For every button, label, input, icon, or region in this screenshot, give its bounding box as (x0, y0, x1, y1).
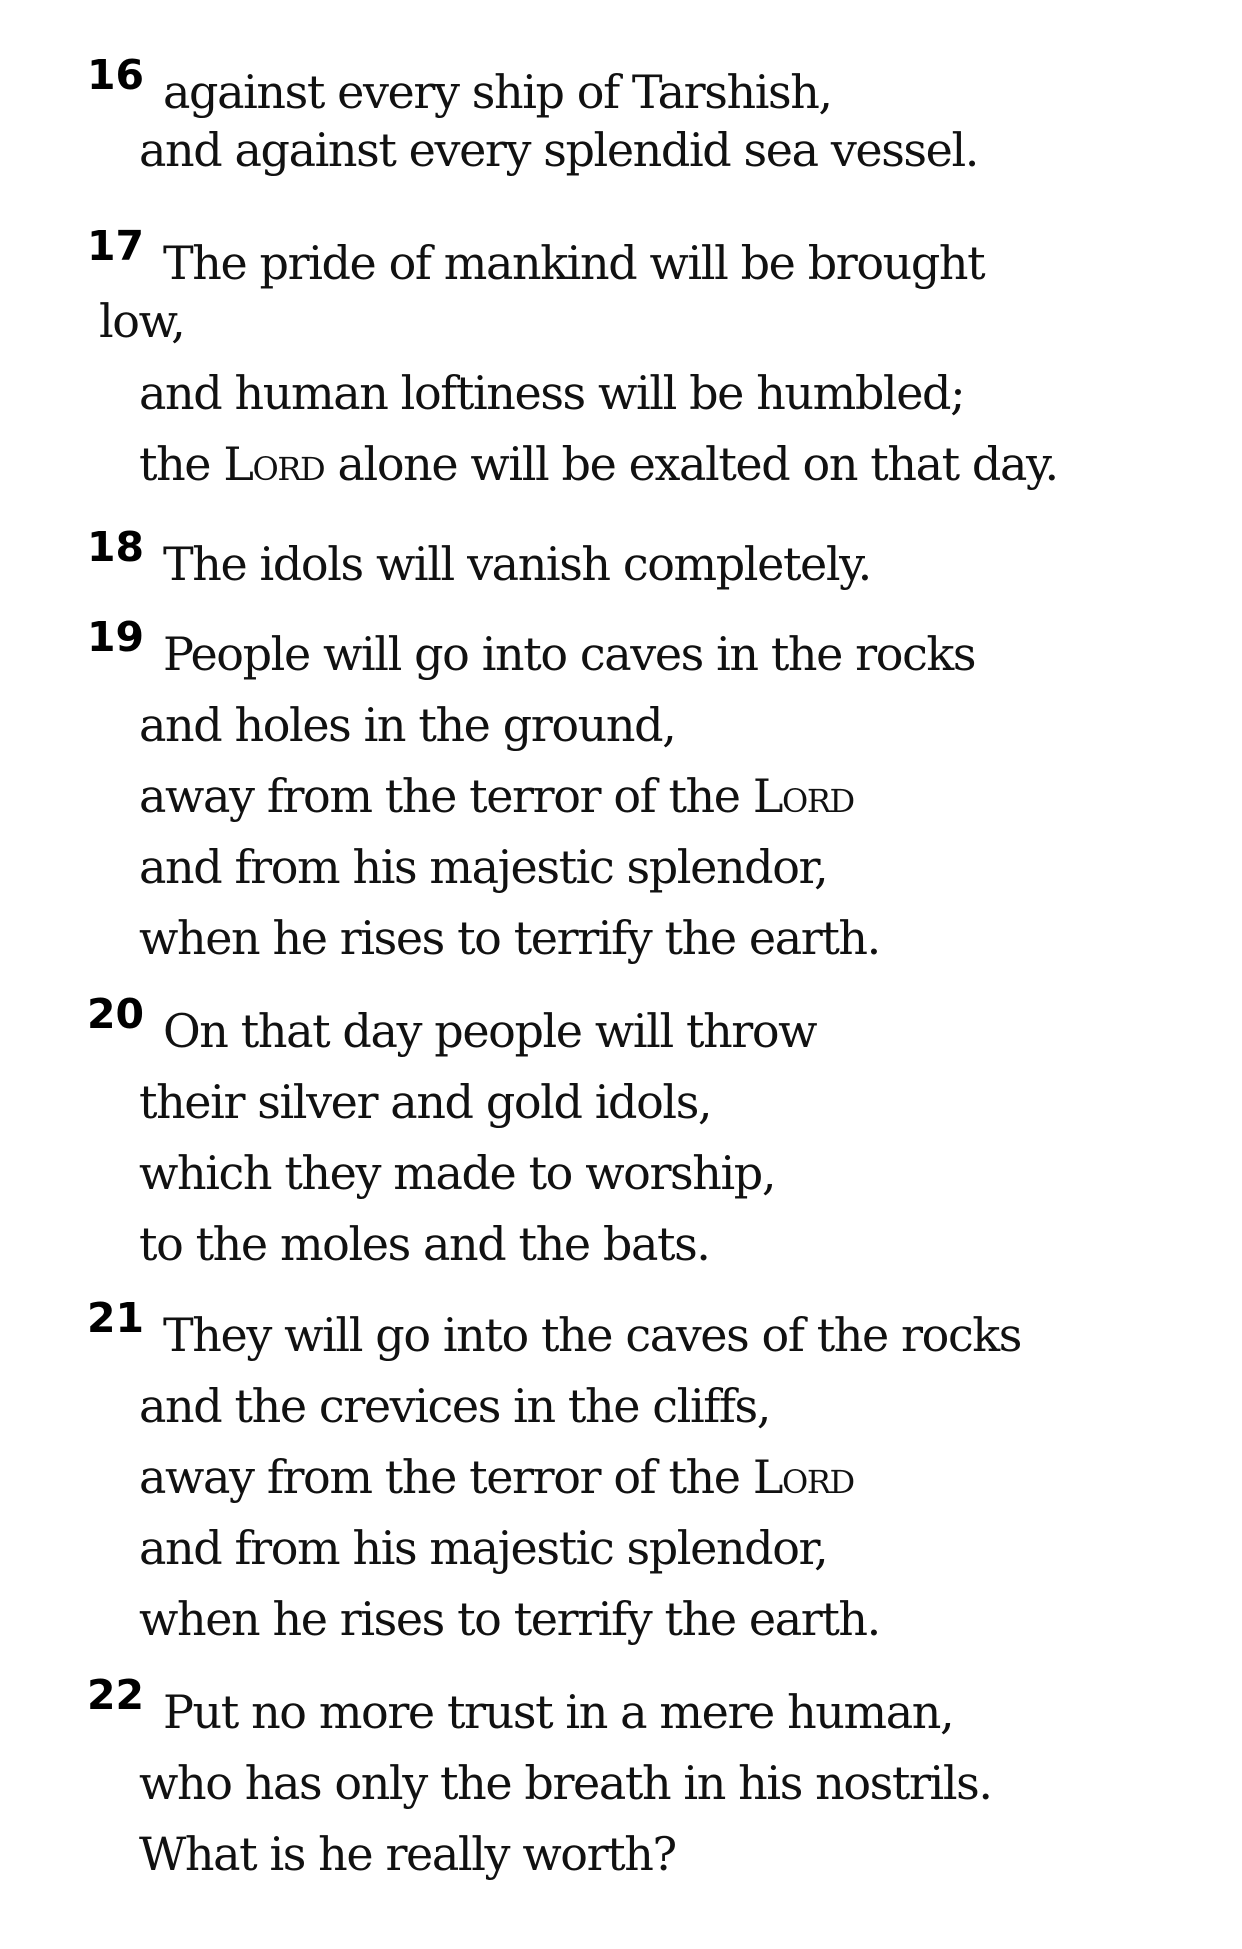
verse-line: and against every splendid sea vessel. (139, 123, 978, 177)
divine-name: Lord (223, 437, 325, 491)
verse-number: 21 (87, 1294, 145, 1342)
verse-line: and from his majestic splendor, (139, 840, 828, 894)
verse-line (139, 436, 1058, 492)
verse-line: People will go into caves in the rocks (163, 627, 976, 681)
verse-line: What is he really worth? (139, 1827, 676, 1881)
verse-line: and human loftiness will be humbled; (139, 366, 965, 420)
verse-line: who has only the breath in his nostrils. (139, 1756, 992, 1810)
verse-text: away from the terror of the (139, 1450, 753, 1504)
verse-line: Put no more trust in a mere human, (163, 1685, 954, 1739)
verse-line: which they made to worship, (139, 1146, 776, 1200)
verse-line: The idols will vanish completely. (163, 537, 871, 591)
verse-line: their silver and gold idols, (139, 1075, 712, 1129)
verse-number: 20 (87, 990, 145, 1038)
verse-line: The pride of mankind will be brought (163, 236, 985, 290)
verse-line (139, 1449, 854, 1505)
divine-name: Lord (752, 769, 854, 823)
verse-line: and from his majestic splendor, (139, 1521, 828, 1575)
verse-line: and the crevices in the cliffs, (139, 1379, 770, 1433)
verse-line: against every ship of Tarshish, (163, 65, 832, 119)
verse-line: low, (99, 294, 185, 348)
verse-line: when he rises to terrify the earth. (139, 1592, 880, 1646)
verse-line: They will go into the caves of the rocks (163, 1308, 1021, 1362)
verse-number: 17 (87, 222, 145, 270)
verse-line (139, 768, 854, 824)
divine-name: Lord (752, 1450, 854, 1504)
verse-text: away from the terror of the (139, 769, 753, 823)
verse-number: 16 (87, 51, 145, 99)
verse-number: 22 (87, 1671, 145, 1719)
verse-line: and holes in the ground, (139, 698, 676, 752)
verse-line: when he rises to terrify the earth. (139, 911, 880, 965)
verse-number: 19 (87, 613, 145, 661)
verse-line: On that day people will throw (163, 1004, 817, 1058)
verse-text: the (139, 437, 224, 491)
verse-text: alone will be exalted on that day. (324, 437, 1058, 491)
verse-number: 18 (87, 523, 145, 571)
verse-line: to the moles and the bats. (139, 1217, 710, 1271)
